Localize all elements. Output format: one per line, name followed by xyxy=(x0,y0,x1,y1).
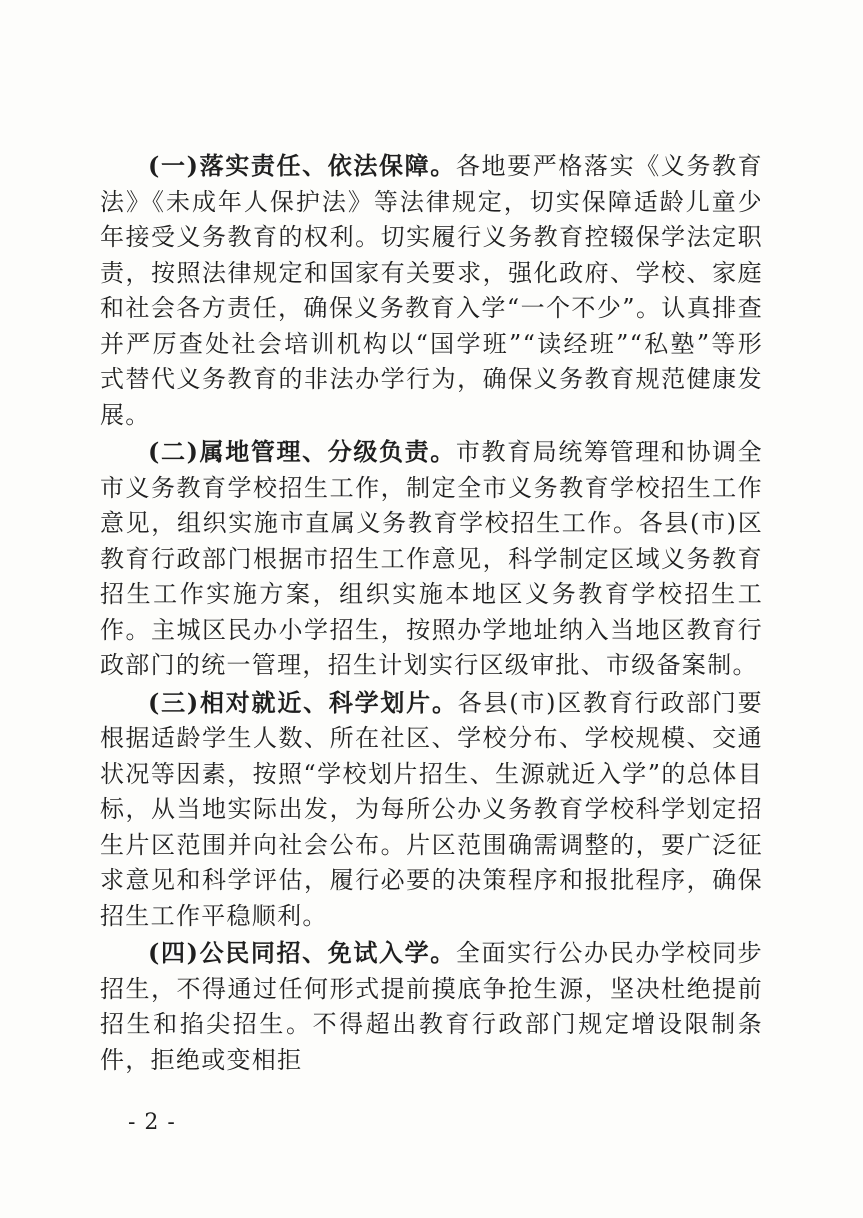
paragraph-4-heading: (四)公民同招、免试入学。 xyxy=(148,938,456,967)
page-number: - 2 - xyxy=(128,1110,176,1135)
paragraph-2-body: 市教育局统筹管理和协调全市义务教育学校招生工作，制定全市义务教育学校招生工作意见，组织实施市直属义务教育学校招生工作。各县(市)区教育行政部门根据市招生工作意见，科学制定区域义务教育招生工作实施方案，组织实施本地区义务教育学校招生工作。主城区民办小学招生，按照办学地址纳入当地区教育行政部门的统一管理，招生计划实行区级审批、市级备案制。 xyxy=(100,438,763,679)
paragraph-3-heading: (三)相对就近、科学划片。 xyxy=(148,687,458,717)
paragraph-1 xyxy=(100,148,763,433)
paragraph-3-body: 各县(市)区教育行政部门要根据适龄学生人数、所在社区、学校分布、学校规模、交通状况等因素，按照“学校划片招生、生源就近入学”的总体目标，从当地实际出发，为每所公办义务教育学校科学划定招生片区范围并向社会公布。片区范围确需调整的，要广泛征求意见和科学评估，履行必要的决策程序和报批程序，确保招生工作平稳顺利。 xyxy=(100,688,763,930)
paragraph-4 xyxy=(100,935,763,1078)
paragraph-4-body: 全面实行公办民办学校同步招生，不得通过任何形式提前摸底争抢生源，坚决杜绝提前招生和掐尖招生。不得超出教育行政部门规定增设限制条件，拒绝或变相拒 xyxy=(100,939,763,1074)
paragraph-1-body: 各地要严格落实《义务教育法》《未成年人保护法》等法律规定，切实保障适龄儿童少年接受义务教育的权利。切实履行义务教育控辍保学法定职责，按照法律规定和国家有关要求，强化政府、学校、家庭和社会各方责任，确保义务教育入学“一个不少”。认真排查并严厉查处社会培训机构以“国学班”“读经班”“私塾”等形式替代义务教育的非法办学行为，确保义务教育规范健康发展。 xyxy=(100,152,763,429)
paragraph-3 xyxy=(100,685,763,935)
paragraph-2-heading: (二)属地管理、分级负责。 xyxy=(148,437,456,466)
paragraph-1-heading: (一)落实责任、依法保障。 xyxy=(148,151,456,180)
paragraph-2 xyxy=(100,434,763,684)
